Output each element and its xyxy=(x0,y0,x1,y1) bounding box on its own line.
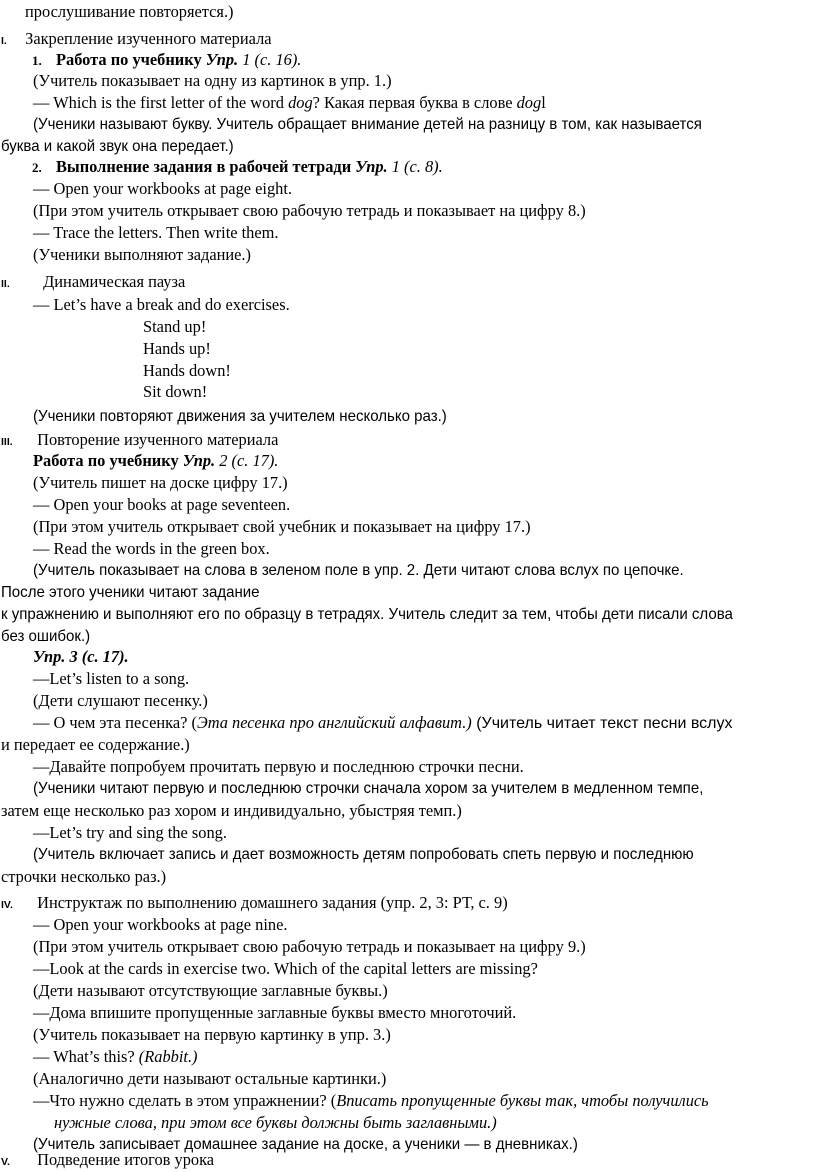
exercise-ref: 2 (с. 17). xyxy=(215,451,279,470)
text-line: — Open your workbooks at page nine. xyxy=(33,915,288,934)
italic-span: Вписать пропущенные буквы так, чтобы получились xyxy=(336,1091,709,1110)
text-line: прослушивание повторяется.) xyxy=(25,2,234,21)
italic-word: dog xyxy=(516,93,542,112)
section-title: Инструктаж по выполнению домашнего задания (упр. 2, 3: РТ, с. 9) xyxy=(37,893,508,912)
text-line: (Ученики читают первую и последнюю строчки сначала хором за учителем в медленном темпе, xyxy=(33,780,704,797)
exercise-heading: Упр. 3 (с. 17). xyxy=(33,647,129,666)
italic-word: dog xyxy=(288,93,313,112)
text-line: —Let’s try and sing the song. xyxy=(33,823,227,842)
text-line: (Учитель пишет на доске цифру 17.) xyxy=(33,473,288,492)
section-title: Подведение итогов урока xyxy=(37,1150,215,1169)
italic-span: Эта песенка про английский алфавит.) xyxy=(196,713,472,732)
text-line: — Let’s have a break and do exercises. xyxy=(33,295,290,314)
text-line: к упражнению и выполняют его по образцу в тетрадях. Учитель следит за тем, чтобы дети писали слова xyxy=(1,606,733,623)
exercise-command: Hands up! xyxy=(143,339,211,358)
text-line: — Read the words in the green box. xyxy=(33,539,270,558)
text-line: (Ученики называют букву. Учитель обращает внимание детей на разницу в том, как называется xyxy=(33,116,702,133)
text-line: нужные слова, при этом все буквы должны быть заглавными.) xyxy=(54,1113,497,1132)
text-line xyxy=(33,451,278,470)
text-line: и передает ее содержание.) xyxy=(1,735,190,754)
text-line: — Trace the letters. Then write them. xyxy=(33,223,279,242)
section-number: IV. xyxy=(1,899,13,911)
section-number: II. xyxy=(1,278,10,290)
section-number: V. xyxy=(1,1156,10,1168)
exercise-ref: 1 (с. 16). xyxy=(238,50,302,69)
subsection-number: 1. xyxy=(32,53,42,68)
section-heading-3 xyxy=(1,430,278,452)
text-line xyxy=(33,713,733,733)
text-line: — Open your books at page seventeen. xyxy=(33,495,291,514)
text-line: —Дома впишите пропущенные заглавные буквы вместо многоточий. xyxy=(33,1003,517,1022)
text-line: — Open your workbooks at page eight. xyxy=(33,179,293,198)
text-span: — Which is the first letter of the word xyxy=(33,93,289,112)
section-number: I. xyxy=(1,35,7,47)
text-line: (Учитель записывает домашнее задание на доске, а ученики — в дневниках.) xyxy=(33,1136,578,1153)
text-line: без ошибок.) xyxy=(1,628,91,645)
section-heading-2 xyxy=(1,272,185,294)
exercise-ref: 1 (с. 8). xyxy=(387,157,443,176)
subsection-heading-1-1 xyxy=(32,50,301,70)
text-line: (Учитель показывает на одну из картинок в упр. 1.) xyxy=(33,71,392,90)
text-line: (Учитель показывает на слова в зеленом поле в упр. 2. Дети читают слова вслух по цепочке. xyxy=(33,562,684,579)
text-line: (Ученики выполняют задание.) xyxy=(33,245,251,264)
section-heading-1 xyxy=(1,29,272,51)
exercise-label: Упр. xyxy=(355,157,388,176)
text-line: (Дети слушают песенку.) xyxy=(33,691,208,710)
subsection-title: Выполнение задания в рабочей тетради xyxy=(56,157,352,176)
text-span: l xyxy=(541,93,546,112)
section-title: Закрепление изученного материала xyxy=(25,29,272,48)
text-span: — What’s this? xyxy=(33,1047,139,1066)
text-line: (Аналогично дети называют остальные картинки.) xyxy=(33,1069,387,1088)
italic-span: (Rabbit.) xyxy=(138,1047,198,1066)
text-line: (Учитель показывает на первую картинку в упр. 3.) xyxy=(33,1025,391,1044)
bold-span: Работа по учебнику xyxy=(33,451,179,470)
text-span: ? Какая первая буква в слове xyxy=(312,93,517,112)
text-line: —Давайте попробуем прочитать первую и последнюю строчки песни. xyxy=(33,757,524,776)
text-line: После этого ученики читают задание xyxy=(1,584,260,601)
text-span: — О чем эта песенка? ( xyxy=(33,713,197,732)
text-line xyxy=(33,1047,198,1066)
exercise-label: Упр. xyxy=(205,50,239,69)
text-span: (Учитель читает текст песни вслух xyxy=(471,715,733,732)
text-line: —Look at the cards in exercise two. Which of the capital letters are missing? xyxy=(33,959,538,978)
exercise-command: Stand up! xyxy=(143,317,207,336)
text-line xyxy=(33,1091,709,1110)
exercise-command: Sit down! xyxy=(143,382,208,401)
text-line: строчки несколько раз.) xyxy=(1,867,167,886)
section-heading-4 xyxy=(1,893,508,915)
text-span: —Что нужно сделать в этом упражнении? ( xyxy=(33,1091,337,1110)
section-heading-5 xyxy=(1,1150,214,1172)
subsection-title: Работа по учебнику xyxy=(56,50,202,69)
text-line: (При этом учитель открывает свою рабочую тетрадь и показывает на цифру 8.) xyxy=(33,201,586,220)
exercise-command: Hands down! xyxy=(143,361,231,380)
text-line: затем еще несколько раз хором и индивидуально, убыстряя темп.) xyxy=(1,801,462,820)
text-line: (При этом учитель открывает свой учебник и показывает на цифру 17.) xyxy=(33,517,531,536)
section-title: Повторение изученного материала xyxy=(37,430,279,449)
section-title: Динамическая пауза xyxy=(43,272,186,291)
subsection-heading-1-2 xyxy=(32,157,443,177)
exercise-label: Упр. xyxy=(182,451,216,470)
section-number: III. xyxy=(1,436,13,448)
text-line: (Дети называют отсутствующие заглавные буквы.) xyxy=(33,981,388,1000)
text-line: (При этом учитель открывает свою рабочую тетрадь и показывает на цифру 9.) xyxy=(33,937,586,956)
subsection-number: 2. xyxy=(32,160,42,175)
text-line: (Учитель включает запись и дает возможность детям попробовать спеть первую и последнюю xyxy=(33,846,694,863)
text-line: (Ученики повторяют движения за учителем несколько раз.) xyxy=(33,408,447,425)
text-line xyxy=(33,93,546,112)
text-line: буква и какой звук она передает.) xyxy=(1,138,234,155)
text-line: —Let’s listen to a song. xyxy=(33,669,190,688)
